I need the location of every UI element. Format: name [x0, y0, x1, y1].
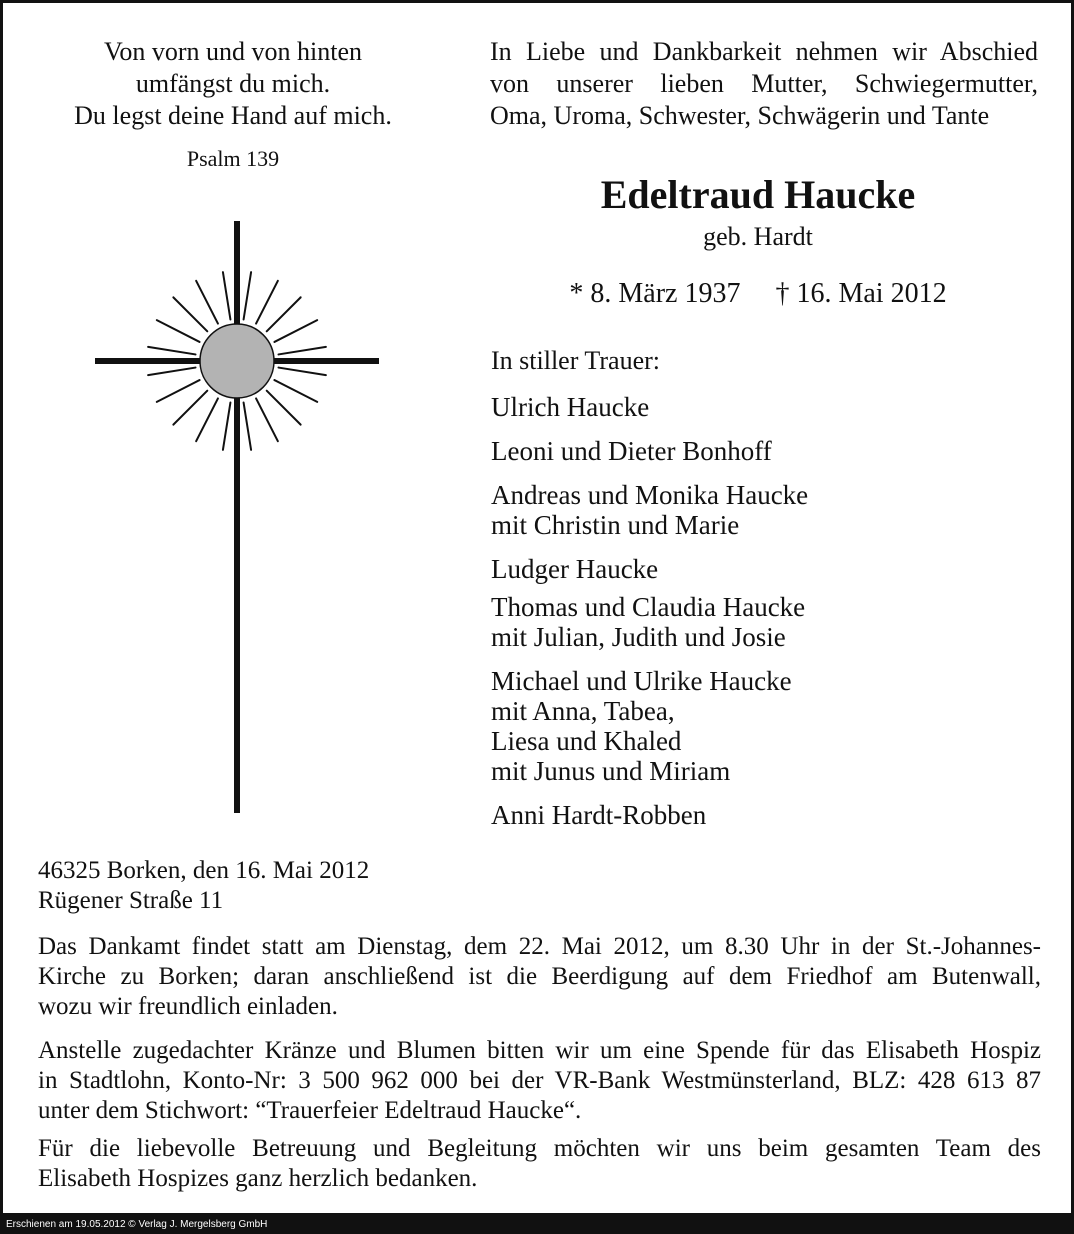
- intro-line: Oma, Uroma, Schwester, Schwägerin und Tante: [490, 101, 990, 130]
- sun-ray: [256, 281, 278, 324]
- sun-ray: [274, 320, 317, 342]
- life-dates: [490, 278, 1026, 310]
- sun-ray: [274, 380, 317, 402]
- sun-ray: [157, 380, 200, 402]
- paragraph-line: Anstelle zugedachter Kränze und Blumen bitten wir um eine Spende für das Elisabeth Hospiz: [38, 1037, 1041, 1064]
- sun-ray: [256, 398, 278, 441]
- funeral-info-paragraph: [38, 932, 1041, 1022]
- cross-vertical-beam: [234, 221, 240, 813]
- mourners-list: [491, 392, 808, 844]
- mourner-line: Leoni und Dieter Bonhoff: [491, 436, 772, 466]
- mourner-line: Michael und Ulrike Haucke: [491, 666, 792, 696]
- sun-ray: [196, 281, 218, 324]
- place-date: 46325 Borken, den 16. Mai 2012: [38, 857, 370, 884]
- mourner-group: [491, 666, 808, 786]
- donation-paragraph: [38, 1036, 1041, 1126]
- mourner-group: [491, 436, 808, 466]
- sun-ray: [173, 297, 207, 331]
- intro-line: von unserer lieben Mutter, Schwiegermutter,: [490, 69, 1038, 98]
- mourner-line: mit Julian, Judith und Josie: [491, 622, 786, 652]
- sun-ray: [278, 347, 325, 355]
- poem-line: Von vorn und von hinten: [103, 37, 363, 66]
- death-date: † 16. Mai 2012: [775, 278, 947, 309]
- paragraph-line: in Stadtlohn, Konto-Nr: 3 500 962 000 bei der VR-Bank Westmünsterland, BLZ: 428 613 87: [38, 1067, 1041, 1094]
- sun-ray: [196, 398, 218, 441]
- mourner-line: Ludger Haucke: [491, 554, 659, 584]
- sun-ray: [267, 391, 301, 425]
- sun-ray: [278, 368, 325, 376]
- mourner-line: Ulrich Haucke: [491, 392, 650, 422]
- mourner-group: [491, 392, 808, 422]
- mourner-group: [491, 800, 808, 830]
- sun-ray: [157, 320, 200, 342]
- mourner-line: mit Junus und Miriam: [491, 756, 731, 786]
- sun-disc: [200, 324, 274, 398]
- sun-ray: [173, 391, 207, 425]
- sun-ray: [267, 297, 301, 331]
- sun-ray: [244, 402, 252, 449]
- mourner-line: Anni Hardt-Robben: [491, 800, 707, 830]
- deceased-name: Edeltraud Haucke: [600, 172, 916, 217]
- mourner-line: Thomas und Claudia Haucke: [491, 592, 806, 622]
- sun-ray: [223, 402, 231, 449]
- paragraph-line: Kirche zu Borken; daran anschließend ist die Beerdigung auf dem Friedhof am Butenwall,: [38, 963, 1041, 990]
- paragraph-line: Für die liebevolle Betreuung und Begleitung möchten wir uns beim gesamten Team des: [38, 1135, 1041, 1162]
- cross-sun-icon: [0, 0, 480, 830]
- maiden-name: geb. Hardt: [703, 222, 813, 251]
- mourning-heading: In stiller Trauer:: [491, 346, 660, 375]
- poem-line: Du legst deine Hand auf mich.: [74, 101, 392, 130]
- paragraph-line: Das Dankamt findet statt am Dienstag, dem 22. Mai 2012, um 8.30 Uhr in der St.-Johannes-: [38, 933, 1041, 960]
- intro-text: [490, 36, 1038, 132]
- address-block: [38, 856, 369, 916]
- sun-ray: [148, 347, 195, 355]
- paragraph-line: unter dem Stichwort: “Trauerfeier Edeltraud Haucke“.: [38, 1097, 582, 1124]
- mourner-line: Andreas und Monika Haucke: [491, 480, 809, 510]
- thanks-paragraph: [38, 1134, 1041, 1194]
- mourner-group: [491, 554, 808, 652]
- birth-date: * 8. März 1937: [569, 278, 741, 309]
- paragraph-line: wozu wir freundlich einladen.: [38, 993, 338, 1020]
- mourner-line: Liesa und Khaled: [491, 726, 682, 756]
- poem-line: umfängst du mich.: [135, 69, 331, 98]
- intro-line: In Liebe und Dankbarkeit nehmen wir Abschied: [490, 37, 1038, 66]
- mourner-line: mit Christin und Marie: [491, 510, 740, 540]
- paragraph-line: Elisabeth Hospizes ganz herzlich bedanken.: [38, 1165, 478, 1192]
- street-address: Rügener Straße 11: [38, 887, 224, 914]
- publication-footer: Erschienen am 19.05.2012 © Verlag J. Mergelsberg GmbH: [0, 1216, 1074, 1234]
- mourner-line: mit Anna, Tabea,: [491, 696, 675, 726]
- sun-ray: [244, 272, 252, 319]
- sun-ray: [148, 368, 195, 376]
- sun-ray: [223, 272, 231, 319]
- poem-source: Psalm 139: [186, 146, 280, 171]
- mourner-group: [491, 480, 808, 540]
